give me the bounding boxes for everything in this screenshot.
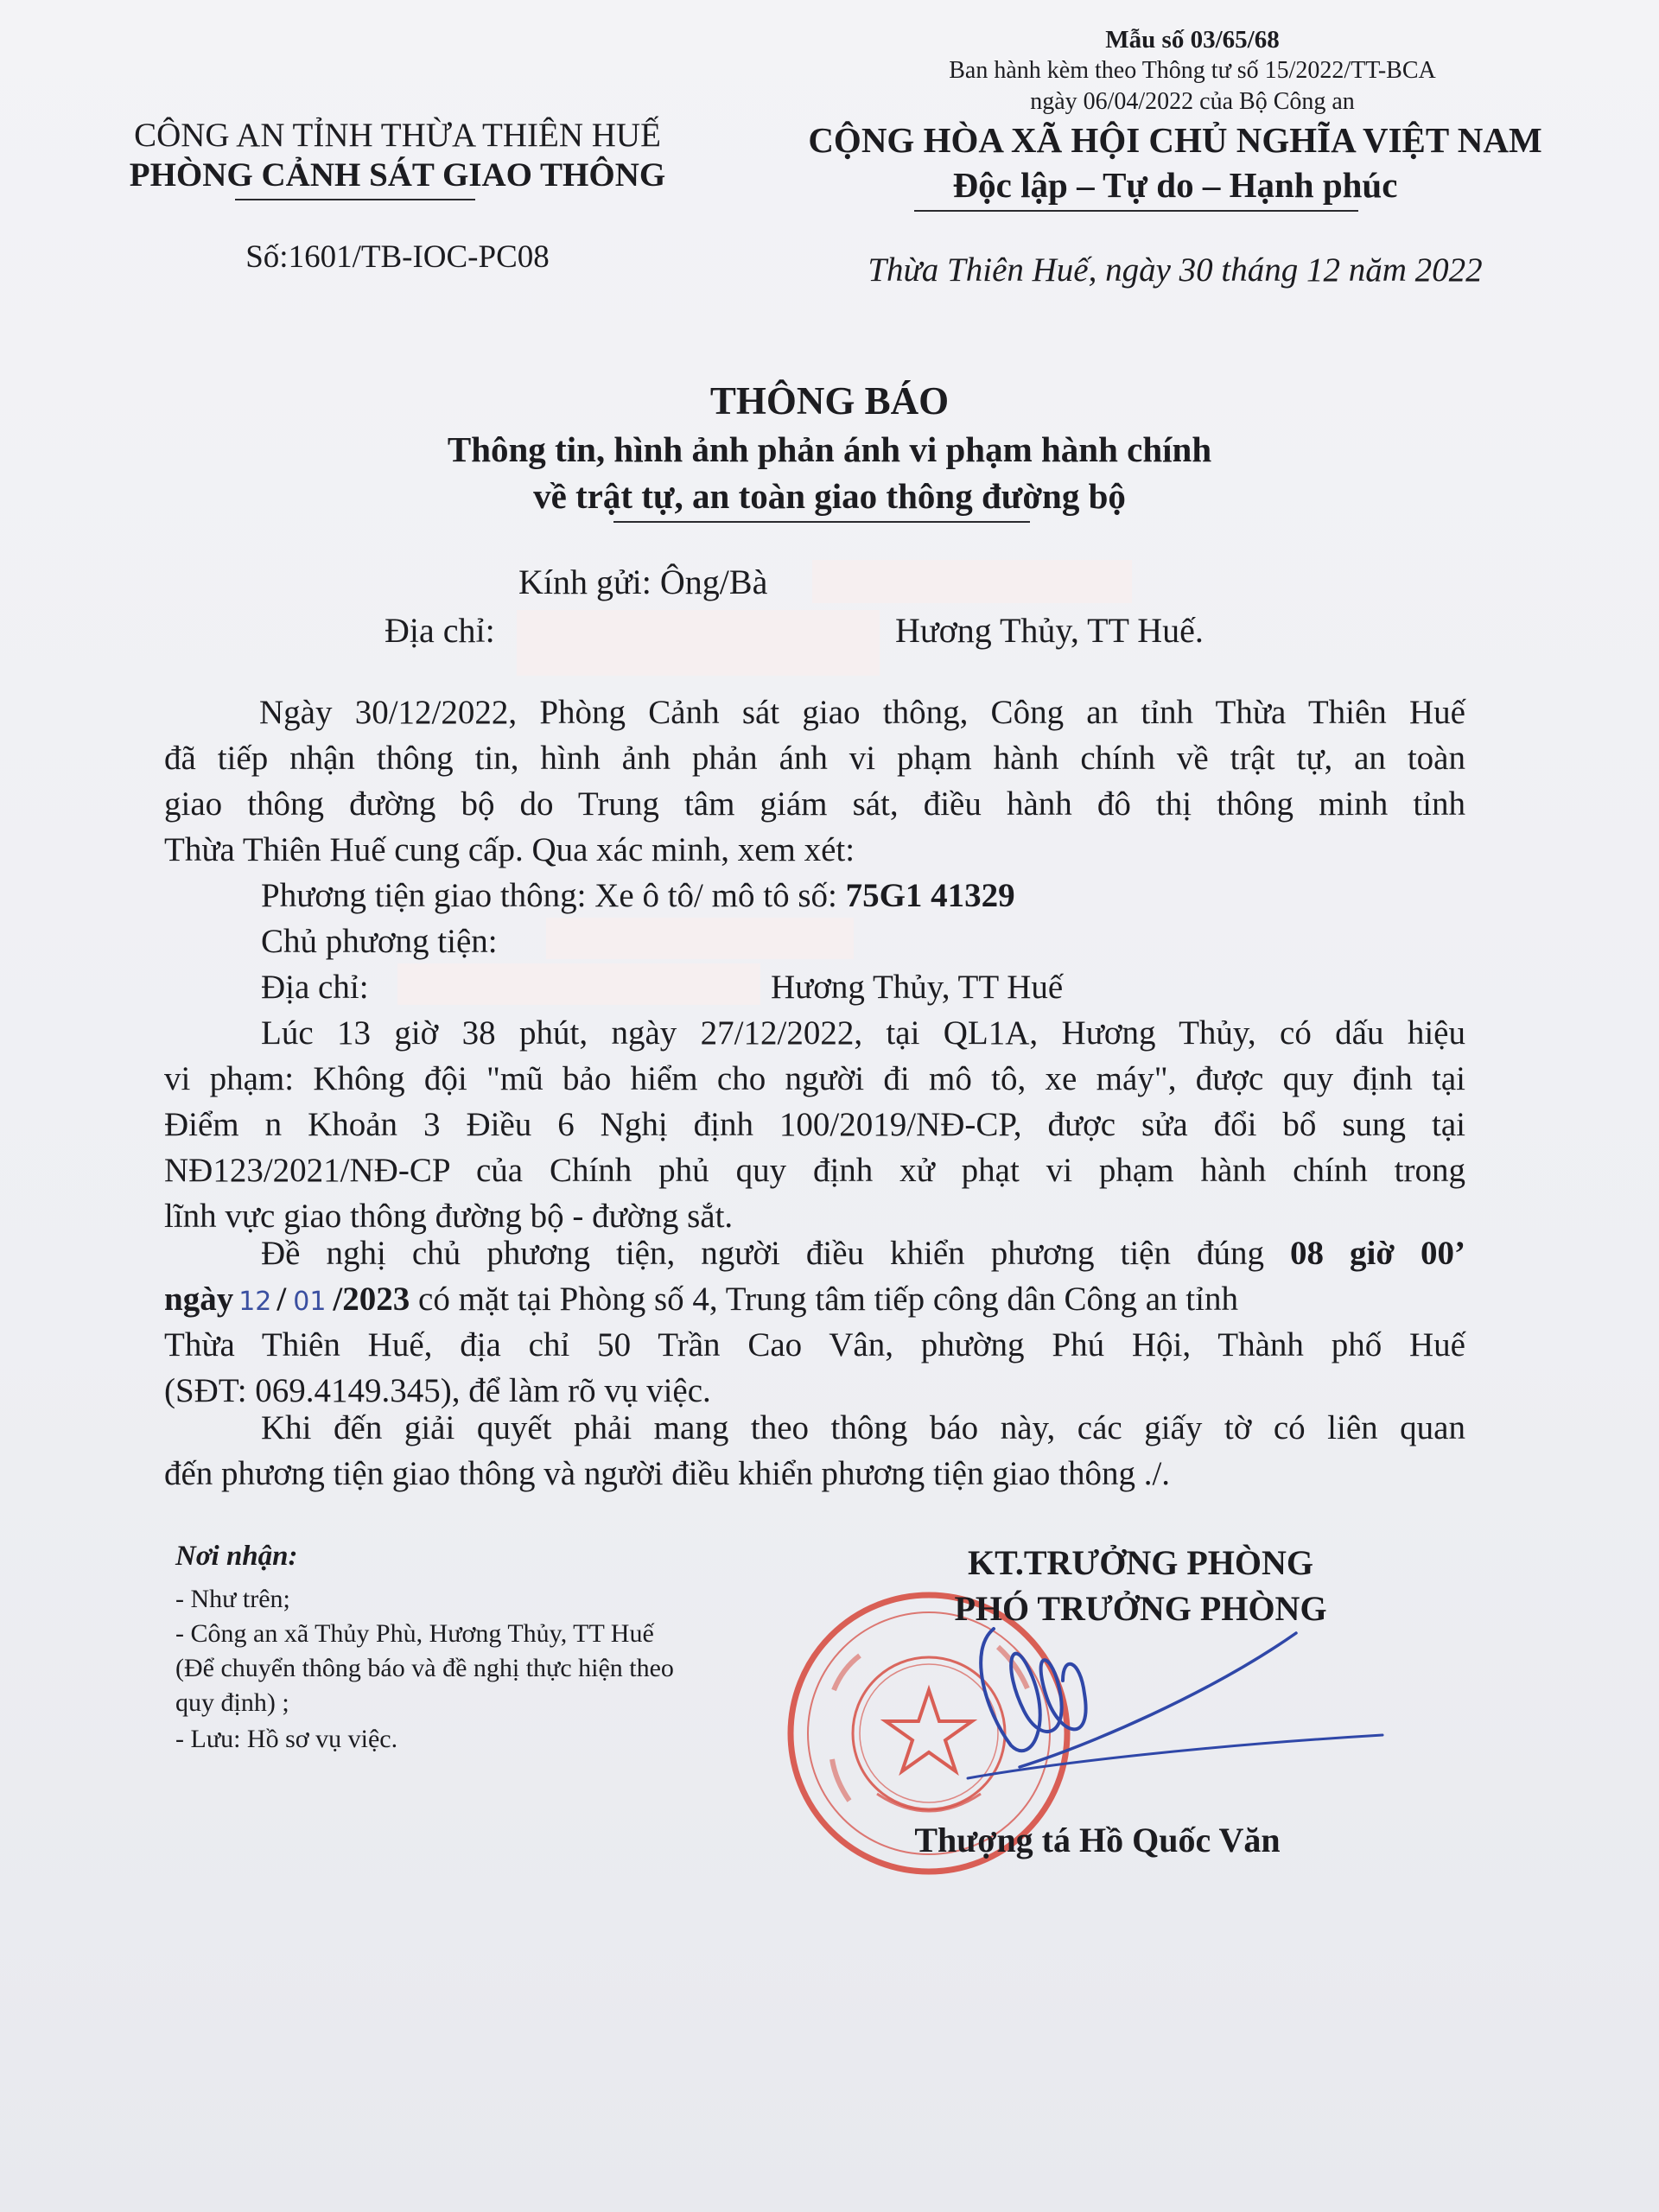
owner-address-tail: Hương Thủy, TT Huế — [771, 969, 1064, 1006]
document-number: Số:1601/TB-IOC-PC08 — [245, 239, 550, 275]
para3-line-3: Thừa Thiên Huế, địa chỉ 50 Trần Cao Vân, phường Phú Hội, Thành phố Huế — [164, 1326, 1465, 1363]
country-name: CỘNG HÒA XÃ HỘI CHỦ NGHĨA VIỆT NAM — [808, 120, 1542, 160]
vehicle-label: Phương tiện giao thông: Xe ô tô/ mô tô số: — [261, 877, 837, 914]
notice-title: THÔNG BÁO — [709, 379, 950, 423]
recipients-title: Nơi nhận: — [175, 1541, 298, 1572]
vehicle-plate: 75G1 41329 — [845, 877, 1015, 914]
para2-line-3: Điểm n Khoản 3 Điều 6 Nghị định 100/2019/NĐ-CP, được sửa đổi bổ sung tại — [164, 1106, 1465, 1143]
para4-line-2: đến phương tiện giao thông và người điều khiển phương tiện giao thông ./. — [164, 1455, 1171, 1492]
handwritten-month: 01 — [293, 1287, 327, 1317]
para2-line-5: lĩnh vực giao thông đường bộ - đường sắt. — [164, 1198, 734, 1235]
recipient-item-4: quy định) ; — [175, 1688, 289, 1717]
notice-subtitle-1: Thông tin, hình ảnh phản ánh vi phạm hành chính — [447, 429, 1212, 469]
owner-address-label: Địa chỉ: — [261, 969, 369, 1006]
para1-line-1: Ngày 30/12/2022, Phòng Cảnh sát giao thông, Công an tỉnh Thừa Thiên Huế — [259, 694, 1465, 731]
notice-subtitle-2: về trật tự, an toàn giao thông đường bộ — [533, 476, 1126, 516]
redacted-owner-address — [397, 963, 760, 1005]
signature-role-1: KT.TRƯỞNG PHÒNG — [968, 1543, 1313, 1582]
signature-role-2: PHÓ TRƯỞNG PHÒNG — [954, 1589, 1327, 1628]
para1-line-2: đã tiếp nhận thông tin, hình ảnh phản ánh vi phạm hành chính về trật tự, an toàn — [164, 740, 1465, 777]
para3-line-2 — [164, 1280, 1465, 1319]
para4-line-1: Khi đến giải quyết phải mang theo thông báo này, các giấy tờ có liên quan — [261, 1409, 1465, 1446]
national-motto: Độc lập – Tự do – Hạnh phúc — [952, 165, 1398, 205]
redacted-recipient-address — [517, 610, 880, 676]
para3-intro: Đề nghị chủ phương tiện, người điều khiển phương tiện đúng — [261, 1235, 1264, 1272]
recipient-label: Kính gửi: Ông/Bà — [518, 563, 768, 601]
issued-with-line-2: ngày 06/04/2022 của Bộ Công an — [1030, 88, 1355, 115]
vehicle-info — [261, 876, 1015, 915]
redacted-recipient-name — [812, 560, 1132, 603]
recipient-item-5: - Lưu: Hồ sơ vụ việc. — [175, 1725, 398, 1753]
para3-day-label: ngày — [164, 1281, 234, 1318]
para2-line-4: NĐ123/2021/NĐ-CP của Chính phủ quy định xử phạt vi phạm hành chính trong — [164, 1152, 1465, 1189]
place-and-date: Thừa Thiên Huế, ngày 30 tháng 12 năm 2022 — [868, 251, 1483, 289]
para2-line-1: Lúc 13 giờ 38 phút, ngày 27/12/2022, tại QL1A, Hương Thủy, có dấu hiệu — [261, 1014, 1465, 1052]
handwritten-day: 12 — [238, 1287, 272, 1317]
para1-line-4: Thừa Thiên Huế cung cấp. Qua xác minh, xem xét: — [164, 831, 855, 868]
recipient-item-2: - Công an xã Thủy Phù, Hương Thủy, TT Huế — [175, 1619, 654, 1648]
handwritten-signature — [950, 1616, 1400, 1780]
para3-time: 08 giờ 00’ — [1290, 1235, 1465, 1272]
address-label: Địa chỉ: — [385, 611, 495, 650]
para2-line-2: vi phạm: Không đội "mũ bảo hiểm cho người đi mô tô, xe máy", được quy định tại — [164, 1060, 1465, 1097]
para3-line-1 — [164, 1234, 1465, 1280]
recipient-item-1: - Như trên; — [175, 1585, 290, 1613]
para3-line-4: (SĐT: 069.4149.345), để làm rõ vụ việc. — [164, 1372, 711, 1409]
issued-with-line-1: Ban hành kèm theo Thông tư số 15/2022/TT-BCA — [949, 57, 1436, 84]
redacted-owner-name — [546, 918, 854, 959]
address-tail: Hương Thủy, TT Huế. — [895, 611, 1204, 650]
recipient-item-3: (Để chuyển thông báo và đề nghị thực hiện theo — [175, 1654, 674, 1682]
owner-label: Chủ phương tiện: — [261, 923, 498, 960]
para3-date-separator: / — [276, 1281, 287, 1318]
para1-line-3: giao thông đường bộ do Trung tâm giám sát, điều hành đô thị thông minh tỉnh — [164, 785, 1465, 823]
agency-parent: CÔNG AN TỈNH THỪA THIÊN HUẾ — [134, 117, 661, 154]
form-code: Mẫu số 03/65/68 — [1105, 26, 1280, 54]
para3-year: /2023 — [333, 1281, 410, 1318]
para3-line-2-rest: có mặt tại Phòng số 4, Trung tâm tiếp công dân Công an tỉnh — [418, 1281, 1238, 1318]
subtitle-underline — [613, 521, 1030, 523]
agency-underline — [235, 199, 475, 200]
motto-underline — [914, 210, 1358, 212]
signer-name: Thượng tá Hồ Quốc Văn — [914, 1821, 1281, 1859]
agency-name: PHÒNG CẢNH SÁT GIAO THÔNG — [129, 156, 666, 194]
